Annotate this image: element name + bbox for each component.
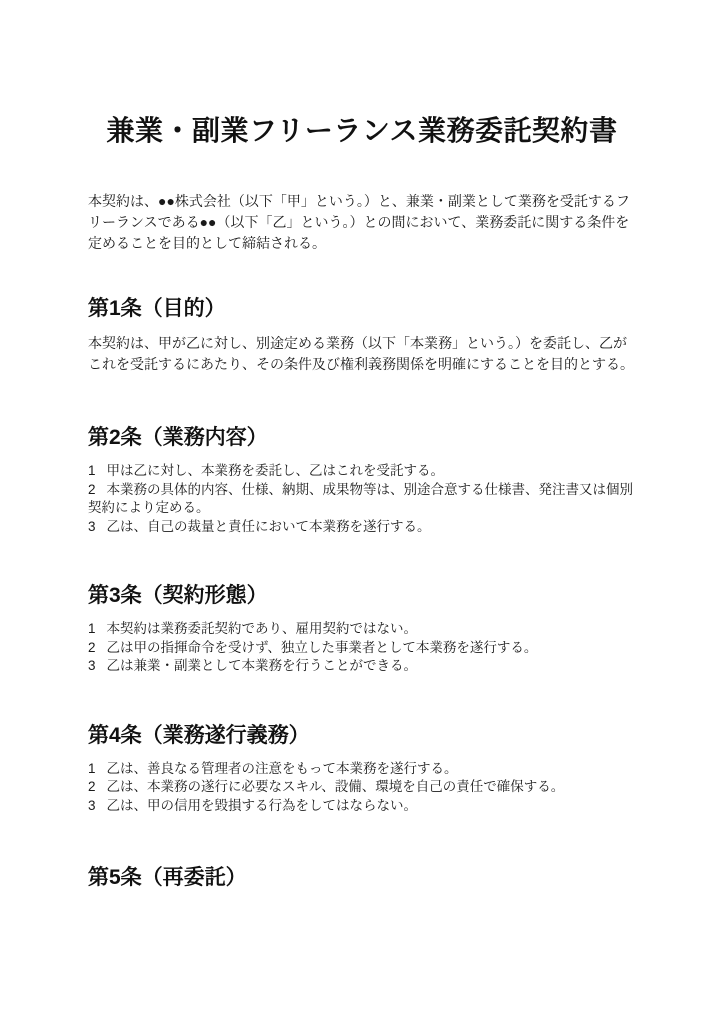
clause-item [88, 518, 636, 537]
section-article-2 [88, 425, 636, 536]
article-3-heading: 第3条（契約形態） [88, 584, 268, 607]
section-article-4 [88, 723, 636, 816]
article-2-items [88, 462, 636, 536]
section-article-1 [88, 296, 636, 375]
clause-text: 乙は、善良なる管理者の注意をもって本業務を遂行する。 [106, 760, 458, 776]
clause-text: 乙は、本業務の遂行に必要なスキル、設備、環境を自己の責任で確保する。 [106, 779, 565, 794]
clause-item [88, 797, 636, 816]
section-article-3 [88, 583, 636, 676]
clause-number: 1 [88, 760, 96, 776]
clause-text: 乙は兼業・副業として本業務を行うことができる。 [106, 658, 418, 673]
clause-item [88, 639, 636, 658]
clause-number: 1 [88, 463, 96, 478]
clause-number: 2 [88, 779, 96, 794]
document-title: 兼業・副業フリーランス業務委託契約書 [106, 115, 618, 146]
clause-number: 2 [88, 639, 96, 655]
clause-item [88, 760, 636, 779]
article-4-items [88, 760, 636, 816]
clause-text: 乙は甲の指揮命令を受けず、独立した事業者として本業務を遂行する。 [106, 639, 538, 655]
article-1-heading: 第1条（目的） [88, 297, 226, 320]
article-5-heading: 第5条（再委託） [88, 866, 247, 889]
article-4-heading: 第4条（業務遂行義務） [88, 723, 310, 747]
clause-item [88, 657, 636, 676]
clause-number: 3 [88, 518, 96, 534]
section-article-5 [88, 865, 636, 891]
clause-text: 本業務の具体的内容、仕様、納期、成果物等は、別途合意する仕様書、発注書又は個別契約により定める。 [88, 481, 634, 515]
clause-item [88, 778, 636, 797]
clause-text: 本契約は業務委託契約であり、雇用契約ではない。 [106, 621, 418, 636]
article-1-body: 本契約は、甲が乙に対し、別途定める業務（以下「本業務」という。）を委託し、乙がこれを受託するにあたり、その条件及び権利義務関係を明確にすることを目的とする。 [88, 335, 634, 372]
article-2-heading: 第2条（業務内容） [88, 426, 268, 449]
clause-number: 1 [88, 621, 96, 636]
contract-preamble: 本契約は、●●株式会社（以下「甲」という。）と、兼業・副業として業務を受託するフリーランスである●●（以下「乙」という。）との間において、業務委託に関する条件を定めることを目的として締結される。 [88, 193, 630, 251]
clause-number: 2 [88, 481, 96, 497]
clause-number: 3 [88, 658, 96, 673]
clause-item [88, 462, 636, 481]
clause-text: 乙は、甲の信用を毀損する行為をしてはならない。 [106, 797, 418, 813]
clause-item [88, 481, 636, 518]
clause-text: 乙は、自己の裁量と責任において本業務を遂行する。 [106, 518, 431, 534]
clause-text: 甲は乙に対し、本業務を委託し、乙はこれを受託する。 [106, 463, 445, 478]
clause-item [88, 620, 636, 639]
clause-number: 3 [88, 797, 96, 813]
article-3-items [88, 620, 636, 676]
